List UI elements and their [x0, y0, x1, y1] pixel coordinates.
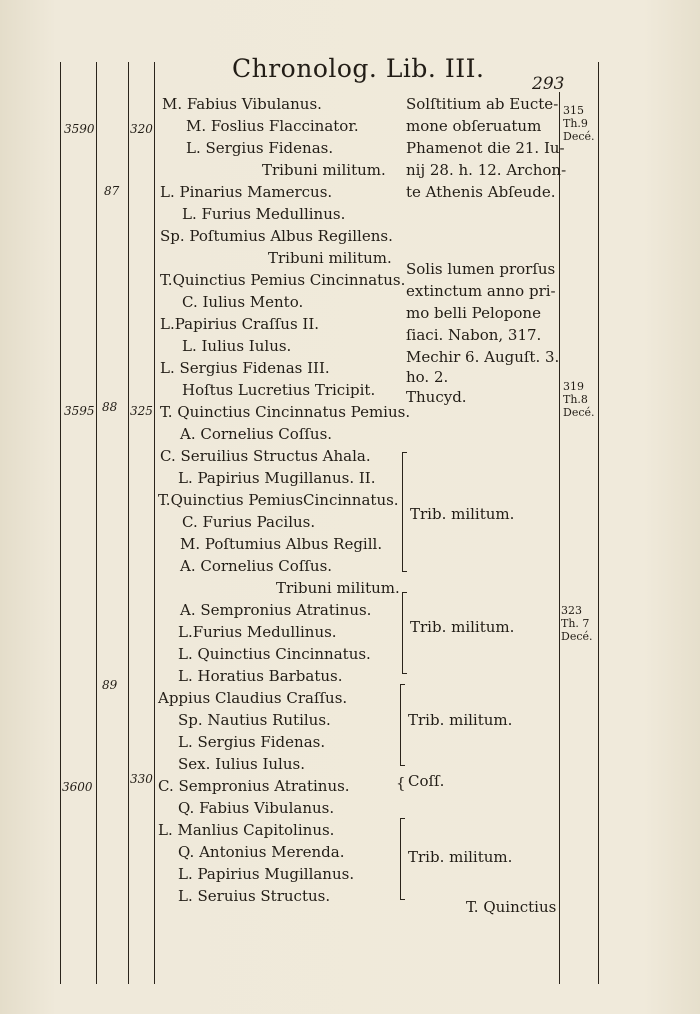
entry: A. Cornelius Coſſus. [180, 425, 333, 443]
olympiad-number: 89 [102, 678, 118, 692]
note-line: extinctum anno pri- [406, 282, 556, 300]
entry: T. Quinctius Cincinnatus Pemius. [160, 403, 411, 421]
entry: Sex. Iulius Iulus. [178, 755, 305, 773]
column-rule [60, 62, 61, 984]
note-line: ſiaci. Nabon, 317. [406, 326, 542, 344]
urbis-number: 325 [130, 404, 153, 418]
entry: L. Sergius Fidenas. [186, 139, 334, 157]
entry: T.Quinctius PemiusCincinnatus. [158, 491, 399, 509]
year-number: 3600 [62, 780, 93, 794]
margin-note: 323 Th. 7 Decé. [561, 604, 593, 643]
entry: L. Furius Medullinus. [182, 205, 346, 223]
entry: Tribuni militum. [262, 161, 386, 179]
olympiad-number: 88 [102, 400, 118, 414]
entry: L. Manlius Capitolinus. [158, 821, 335, 839]
entry: L.Furius Medullinus. [178, 623, 337, 641]
entry: L.Papirius Craſſus II. [160, 315, 320, 333]
entry: Appius Claudius Craſſus. [158, 689, 348, 707]
entry: L. Seruius Structus. [178, 887, 331, 905]
year-number: 3595 [64, 404, 95, 418]
brace-bracket [402, 452, 407, 572]
entry: C. Seruilius Structus Ahala. [160, 447, 371, 465]
entry: L. Iulius Iulus. [182, 337, 292, 355]
entry: Tribuni militum. [276, 579, 400, 597]
urbis-number: 320 [130, 122, 153, 136]
brace-bracket [400, 818, 405, 900]
entry: L. Pinarius Mamercus. [160, 183, 333, 201]
entry: Sp. Nautius Rutilus. [178, 711, 331, 729]
note-line: nij 28. h. 12. Archon- [406, 161, 567, 179]
note-line: mo belli Pelopone [406, 304, 541, 322]
entry: Q. Fabius Vibulanus. [178, 799, 335, 817]
entry: Sp. Poſtumius Albus Regillens. [160, 227, 393, 245]
entry: M. Poſtumius Albus Regill. [180, 535, 383, 553]
entry: L. Papirius Mugillanus. [178, 865, 355, 883]
entry: L. Sergius Fidenas. [178, 733, 326, 751]
entry: C. Iulius Mento. [182, 293, 304, 311]
note-line: Phamenot die 21. Iu- [406, 139, 565, 157]
entry: M. Foslius Flaccinator. [186, 117, 359, 135]
column-rule [154, 62, 155, 984]
entry: L. Papirius Mugillanus. II. [178, 469, 376, 487]
catchword: T. Quinctius [466, 898, 557, 916]
column-rule [128, 62, 129, 984]
trib-label: Trib. militum. [410, 505, 515, 523]
brace-bracket [402, 592, 407, 674]
note-line: mone obſeruatum [406, 117, 542, 135]
urbis-number: 330 [130, 772, 153, 786]
note-line: Solſtitium ab Eucte- [406, 95, 559, 113]
note-line: ho. 2. [406, 368, 449, 386]
brace-mark: { [396, 774, 406, 792]
entry: C. Furius Pacilus. [182, 513, 316, 531]
entry: Hoſtus Lucretius Tricipit. [182, 381, 376, 399]
entry: Q. Antonius Merenda. [178, 843, 345, 861]
column-rule [96, 62, 97, 984]
trib-label: Trib. militum. [408, 848, 513, 866]
margin-note: 315 Th.9 Decé. [563, 104, 595, 143]
entry: L. Horatius Barbatus. [178, 667, 343, 685]
entry: A. Cornelius Coſſus. [180, 557, 333, 575]
note-line: Thucyd. [406, 388, 467, 406]
entry: Tribuni militum. [268, 249, 392, 267]
entry: L. Sergius Fidenas III. [160, 359, 330, 377]
entry: A. Sempronius Atratinus. [180, 601, 372, 619]
olympiad-number: 87 [104, 184, 120, 198]
margin-note: 319 Th.8 Decé. [563, 380, 595, 419]
page-number: 293 [532, 74, 565, 94]
entry: C. Sempronius Atratinus. [158, 777, 350, 795]
note-line: te Athenis Abſeude. [406, 183, 556, 201]
entry: T.Quinctius Pemius Cincinnatus. [160, 271, 406, 289]
note-line: Solis lumen prorſus [406, 260, 556, 278]
entry: L. Quinctius Cincinnatus. [178, 645, 371, 663]
entry: M. Fabius Vibulanus. [162, 95, 322, 113]
coss-label: Coſſ. [408, 772, 445, 790]
trib-label: Trib. militum. [410, 618, 515, 636]
note-line: Mechir 6. Auguſt. 3. [406, 348, 560, 366]
column-rule [559, 92, 560, 984]
trib-label: Trib. militum. [408, 711, 513, 729]
column-rule [598, 62, 599, 984]
year-number: 3590 [64, 122, 95, 136]
brace-bracket [400, 684, 405, 766]
running-title: Chronolog. Lib. III. [232, 54, 485, 83]
